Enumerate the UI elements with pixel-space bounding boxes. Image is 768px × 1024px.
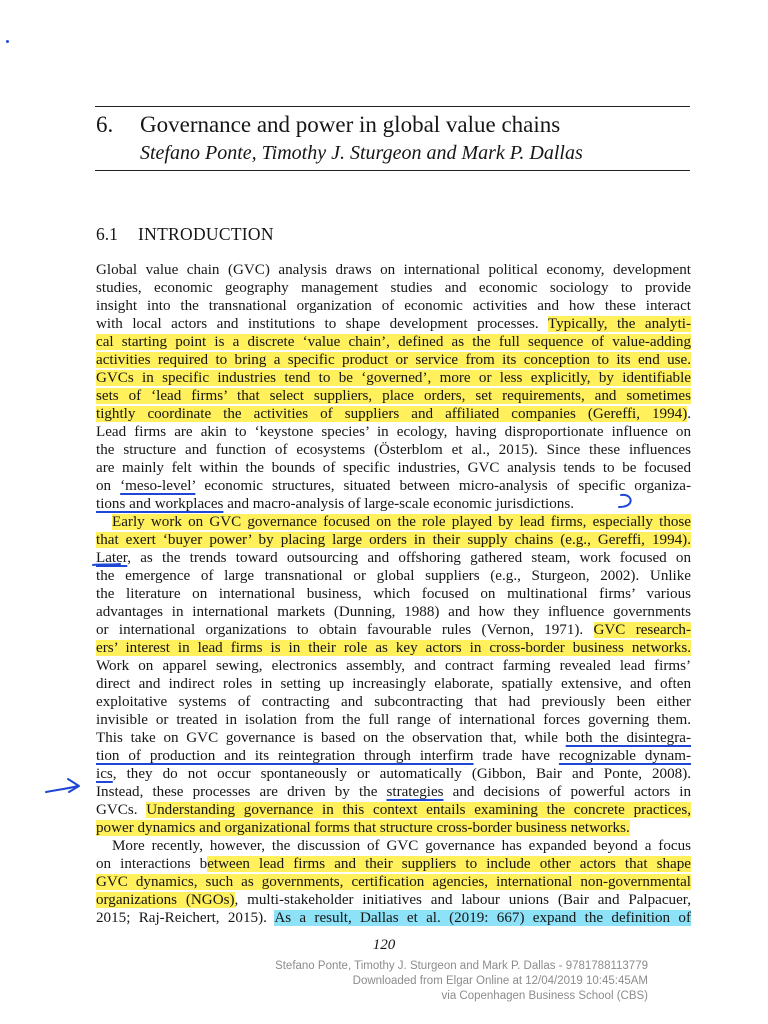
text-line [96, 783, 691, 801]
text-run: Instead, these processes are driven by the [96, 784, 387, 800]
highlighted-text: organizations (NGOs) [96, 892, 235, 908]
text-line [96, 513, 691, 531]
highlighted-text: tightly coordinate the activities of suppliers and affiliated companies (Gereffi, 1994) [96, 406, 688, 422]
text-run: Lead firms are akin to ‘keystone species’ in ecology, having disproportionate influence on [96, 424, 691, 440]
section-title: INTRODUCTION [138, 224, 274, 244]
text-line [96, 747, 691, 765]
highlighted-text: ers’ interest in lead firms is in their role as key actors in cross-border business networks. [96, 640, 691, 656]
text-run: direct and indirect roles in setting up increasingly elaborate, spatially extensive, and often [96, 676, 691, 692]
text-line [96, 801, 691, 819]
pen-underlined-text: tion of production and its reintegration through interfirm [96, 748, 474, 764]
text-line [96, 279, 691, 297]
text-line [96, 909, 691, 927]
text-run: the literature on international business, which focused on multinational firms’ various [96, 586, 691, 602]
page-number: 120 [372, 937, 396, 953]
chapter-rule-bottom [95, 170, 690, 171]
text-line [96, 549, 691, 567]
highlighted-text: GVC dynamics, such as governments, certification agencies, international non-governmental [96, 874, 691, 890]
text-run: on [96, 478, 121, 494]
hand-drawn-underline-mark-icon [92, 560, 122, 570]
text-line [96, 297, 691, 315]
text-run: More recently, however, the discussion of GVC governance has expanded beyond a focus [112, 838, 691, 854]
text-run: 2015; Raj-Reichert, 2015). [96, 910, 275, 926]
text-line [96, 315, 691, 333]
text-line [96, 369, 691, 387]
text-run: are mainly felt within the bounds of specific industries, GVC analysis tends to be focused [96, 460, 691, 476]
highlighted-text: activities required to bring a specific product or service from its conception to its end use. [96, 352, 691, 368]
highlighted-text: etween lead firms and their suppliers to include other actors that shape [207, 856, 691, 872]
pen-underlined-text: tions and workplaces [96, 496, 224, 512]
text-line [96, 657, 691, 675]
text-line [96, 567, 691, 585]
footer-line-2: Downloaded from Elgar Online at 12/04/2019 10:45:45AM [352, 975, 648, 987]
text-line [96, 423, 691, 441]
text-run: and decisions of powerful actors in [443, 784, 691, 800]
text-run: , they do not occur spontaneously or automatically (Gibbon, Bair and Ponte, 2008). [112, 766, 691, 782]
pen-underlined-text: ics [96, 766, 113, 782]
highlighted-text: cal starting point is a discrete ‘value chain’, defined as the full sequence of value-adding [96, 334, 691, 350]
text-run: with local actors and institutions to shape development processes. [96, 316, 548, 332]
text-run: Work on apparel sewing, electronics assembly, and contract farming revealed lead firms’ [96, 658, 691, 674]
text-run: or international organizations to obtain favourable rules (Vernon, 1971). [96, 622, 594, 638]
text-run: invisible or treated in isolation from the full range of international forces governing them. [96, 712, 691, 728]
text-line [96, 675, 691, 693]
highlighted-text: Early work on GVC governance focused on the role played by lead firms, especially those [112, 514, 691, 530]
text-line [96, 405, 691, 423]
text-line [96, 855, 691, 873]
text-run: , as the trends toward outsourcing and offshoring gathered steam, work focused on [127, 550, 691, 566]
text-line [96, 891, 691, 909]
highlighted-text: power dynamics and organizational forms that structure cross-border business networks. [96, 820, 630, 836]
text-run: insight into the transnational organization of economic activities and how these interact [96, 298, 691, 314]
text-run: trade have [473, 748, 559, 764]
text-run: studies, economic geography management studies and economic sociology to provide [96, 280, 691, 296]
chapter-title: Governance and power in global value chains [140, 112, 561, 137]
text-run: GVCs. [96, 802, 147, 818]
text-line [96, 531, 691, 549]
text-line [96, 477, 691, 495]
text-line [96, 711, 691, 729]
hand-drawn-bracket-icon [617, 491, 637, 511]
text-line [96, 459, 691, 477]
footer-line-3: via Copenhagen Business School (CBS) [441, 990, 648, 1002]
text-run: , multi-stakeholder initiatives and labour unions (Bair and Palpacuer, [234, 892, 691, 908]
text-run: . [687, 406, 691, 422]
text-line [96, 603, 691, 621]
text-line [96, 873, 691, 891]
body-text [96, 261, 691, 927]
text-line [96, 351, 691, 369]
text-line [96, 585, 691, 603]
highlighted-text: sets of ‘lead firms’ that select suppliers, place orders, set requirements, and sometimes [96, 388, 691, 404]
text-line [96, 819, 691, 837]
text-line [96, 765, 691, 783]
text-line [96, 387, 691, 405]
highlighted-text: that exert ‘buyer power’ by placing large orders in their supply chains (e.g., Gereffi, 1994). [96, 532, 691, 548]
footer-line-1: Stefano Ponte, Timothy J. Sturgeon and Mark P. Dallas - 9781788113779 [275, 960, 648, 972]
chapter-rule-top [95, 106, 690, 107]
text-line [96, 261, 691, 279]
text-run: advantages in international markets (Dunning, 1988) and how they influence governments [96, 604, 691, 620]
text-line [96, 729, 691, 747]
text-run: exploitative systems of contracting and subcontracting that had previously been either [96, 694, 691, 710]
text-run: and macro-analysis of large-scale economic jurisdictions. [223, 496, 574, 512]
highlighted-text: GVC research- [593, 622, 691, 638]
text-line [96, 495, 691, 513]
text-run: on interactions b [96, 856, 208, 872]
text-run: This take on GVC governance is based on the observation that, while [96, 730, 566, 746]
text-run: economic structures, situated between micro-analysis of specific organiza- [195, 478, 692, 494]
text-line [96, 621, 691, 639]
highlighted-text: Typically, the analyti- [547, 316, 691, 332]
chapter-number: 6. [96, 112, 114, 137]
text-line [96, 333, 691, 351]
text-line [96, 639, 691, 657]
highlighted-text: As a result, Dallas et al. (2019: 667) expand the definition of [274, 910, 691, 926]
pen-underlined-text: ‘meso-level’ [120, 478, 196, 494]
stray-pen-dot [6, 40, 9, 43]
text-run: Global value chain (GVC) analysis draws on international political economy, development [96, 262, 691, 278]
pen-underlined-text: both the disintegra- [565, 730, 691, 746]
hand-drawn-arrow-icon [44, 776, 84, 798]
pen-underlined-text: strategies [386, 784, 444, 800]
text-run: the emergence of large transnational or global suppliers (e.g., Sturgeon, 2002). Unlike [96, 568, 691, 584]
section-number: 6.1 [96, 224, 118, 244]
highlighted-text: GVCs in specific industries tend to be ‘governed’, more or less explicitly, by identifiable [96, 370, 691, 386]
text-line [96, 441, 691, 459]
text-run: the structure and function of ecosystems (Österblom et al., 2015). Since these influences [96, 442, 691, 458]
text-line [96, 837, 691, 855]
highlighted-text: Understanding governance in this context entails examining the concrete practices, [146, 802, 691, 818]
chapter-authors: Stefano Ponte, Timothy J. Sturgeon and Mark P. Dallas [140, 142, 583, 164]
pen-underlined-text: Later [96, 550, 128, 566]
text-line [96, 693, 691, 711]
pen-underlined-text: recognizable dynam- [558, 748, 691, 764]
